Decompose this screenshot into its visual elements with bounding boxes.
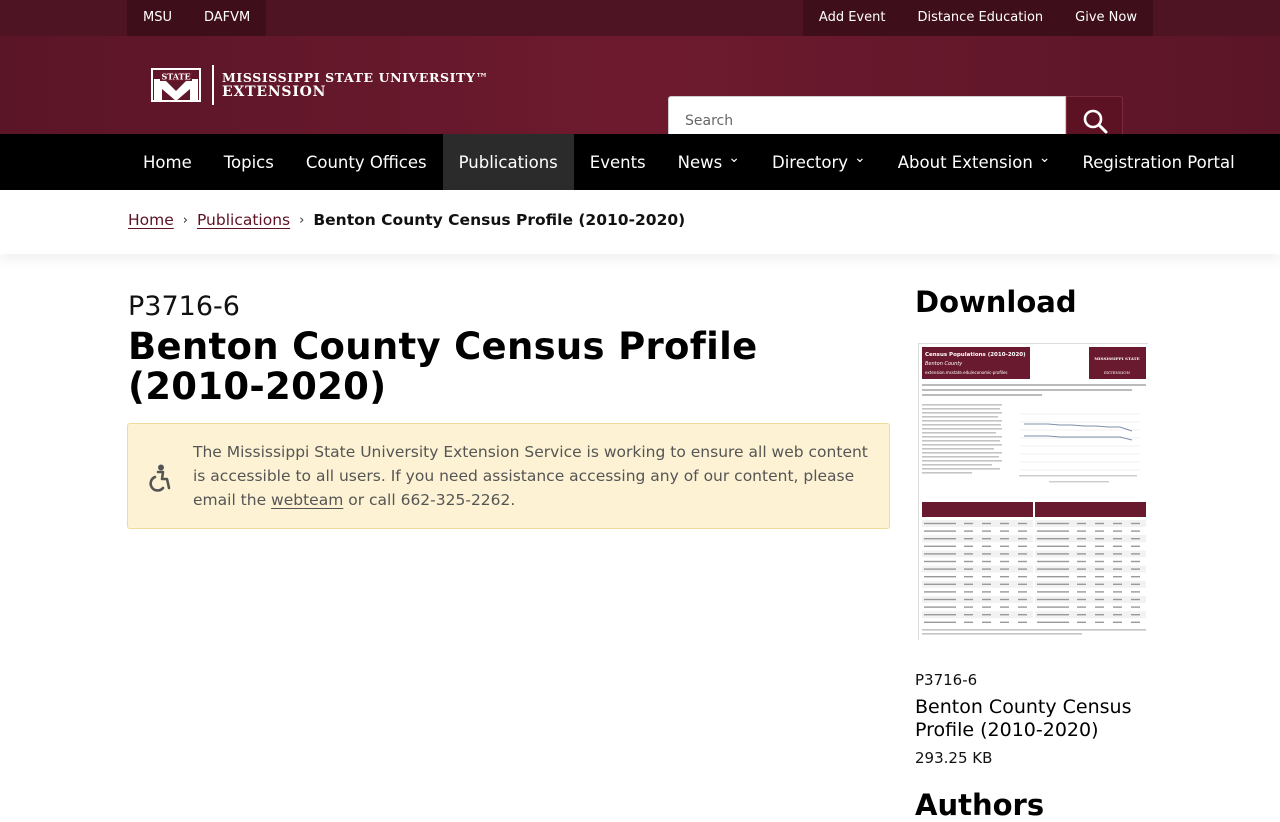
search-icon — [1082, 108, 1108, 134]
svg-text:extension.msstate.edu/economic: extension.msstate.edu/economic-profiles — [925, 370, 1008, 375]
sidebar-download-title-link[interactable]: Benton County Census Profile (2010-2020) — [915, 696, 1132, 741]
nav-item-label: Home — [143, 152, 192, 172]
utility-left-links — [127, 0, 266, 36]
breadcrumb-home[interactable]: Home — [128, 211, 174, 229]
utility-bar — [0, 0, 1280, 36]
authors-heading: Authors — [915, 788, 1045, 822]
utility-link-dafvm[interactable]: DAFVM — [203, 10, 251, 25]
nav-item-publications[interactable] — [443, 134, 574, 190]
logo-text — [222, 71, 489, 99]
chevron-down-icon: ⌄ — [728, 150, 740, 166]
utility-link-msu[interactable]: MSU — [143, 10, 172, 25]
sidebar-pub-number: P3716-6 — [915, 671, 978, 689]
nav-item-label: Events — [589, 152, 646, 172]
utility-link-give-now[interactable]: Give Now — [1075, 10, 1137, 25]
nav-item-news[interactable] — [662, 134, 756, 190]
msu-extension-logo[interactable] — [148, 65, 489, 105]
publication-number: P3716-6 — [128, 291, 240, 322]
nav-item-topics[interactable] — [208, 134, 290, 190]
breadcrumb-publications[interactable]: Publications — [196, 211, 291, 229]
nav-item-label: Registration Portal — [1082, 152, 1235, 172]
main-navigation — [0, 134, 1280, 190]
chevron-down-icon: ⌄ — [854, 150, 866, 166]
utility-link-add-event[interactable]: Add Event — [818, 10, 886, 25]
page-title: Benton County Census Profile (2010-2020) — [128, 325, 758, 408]
site-header — [0, 36, 1280, 134]
utility-link-distance-education[interactable]: Distance Education — [917, 10, 1044, 25]
nav-item-label: Directory — [771, 152, 849, 172]
nav-item-label: About Extension — [897, 152, 1033, 172]
webteam-link[interactable]: webteam — [271, 491, 344, 509]
nav-item-county-offices[interactable] — [290, 134, 443, 190]
accessibility-icon — [148, 464, 172, 492]
nav-item-label: Publications — [458, 152, 558, 172]
file-size: 293.25 KB — [915, 749, 993, 767]
breadcrumb-bar — [0, 190, 1280, 254]
logo-line1: MISSISSIPPI STATE UNIVERSITY™ — [222, 70, 489, 85]
accessibility-message — [193, 440, 883, 512]
publication-preview-image — [919, 344, 1149, 641]
svg-text:STATE: STATE — [161, 71, 191, 82]
chevron-down-icon: ⌄ — [1038, 150, 1051, 166]
breadcrumb — [128, 211, 685, 229]
nav-item-about-extension[interactable] — [882, 134, 1067, 190]
nav-item-home[interactable] — [127, 134, 208, 190]
logo-line2: EXTENSION — [222, 84, 327, 100]
logo-divider — [212, 65, 214, 105]
download-heading: Download — [915, 285, 1077, 319]
nav-item-label: Topics — [223, 152, 274, 172]
nav-item-registration-portal[interactable] — [1067, 134, 1251, 190]
utility-right-links — [803, 0, 1153, 36]
notice-text-after: or call 662-325-2262. — [343, 491, 516, 509]
publication-thumbnail[interactable] — [918, 343, 1148, 640]
svg-text:Census Populations (2010-2020): Census Populations (2010-2020) — [925, 352, 1026, 358]
breadcrumb-separator-icon: › — [299, 212, 305, 228]
breadcrumb-separator-icon: › — [182, 212, 188, 228]
accessibility-notice — [127, 423, 890, 529]
main-nav-list — [127, 134, 1251, 190]
nav-item-label: News — [677, 152, 723, 172]
breadcrumb-current: Benton County Census Profile (2010-2020) — [313, 211, 686, 229]
svg-text:Benton County: Benton County — [925, 361, 963, 367]
svg-text:EXTENSION: EXTENSION — [1104, 370, 1130, 375]
svg-text:MISSISSIPPI STATE: MISSISSIPPI STATE — [1094, 356, 1140, 361]
msu-m-logo-icon — [148, 65, 204, 105]
nav-item-events[interactable] — [574, 134, 662, 190]
nav-item-label: County Offices — [305, 152, 427, 172]
nav-item-directory[interactable] — [756, 134, 882, 190]
notice-text-before: The Mississippi State University Extension Service is working to ensure all web content is accessible to all users. If you need assistance accessing any of our content, please email the — [193, 443, 868, 509]
